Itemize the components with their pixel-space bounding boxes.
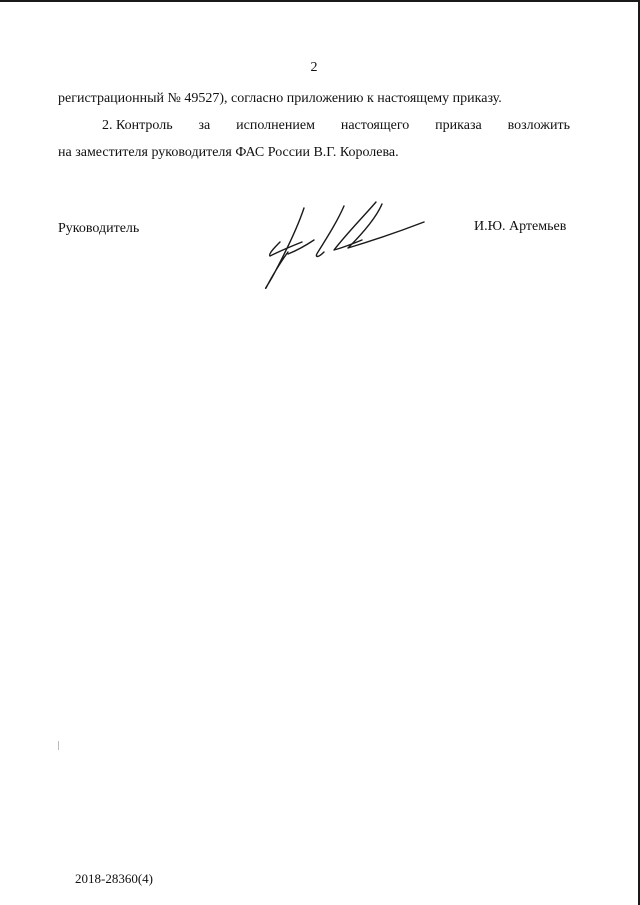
signature-stroke xyxy=(334,202,376,250)
word: исполнением xyxy=(236,118,315,133)
signature-stroke xyxy=(266,208,304,288)
word: возложить xyxy=(507,118,570,133)
paragraph-2-line-2: на заместителя руководителя ФАС России В.Г. Королева. xyxy=(58,145,399,160)
signatory-role: Руководитель xyxy=(58,221,140,236)
page-number: 2 xyxy=(310,60,318,75)
word: 2. Контроль xyxy=(102,118,173,133)
signatory-name: И.Ю. Артемьев xyxy=(474,219,567,234)
word: приказа xyxy=(435,118,482,133)
paragraph-2-line-1 xyxy=(58,118,570,134)
word: за xyxy=(198,118,211,133)
handwritten-signature xyxy=(258,196,428,296)
document-code: 2018-28360(4) xyxy=(75,871,153,886)
paragraph-1-line: регистрационный № 49527), согласно приложению к настоящему приказу. xyxy=(58,91,502,106)
scan-border-top xyxy=(0,0,640,2)
word: настоящего xyxy=(340,118,410,133)
scan-artifact-mark xyxy=(58,741,59,750)
